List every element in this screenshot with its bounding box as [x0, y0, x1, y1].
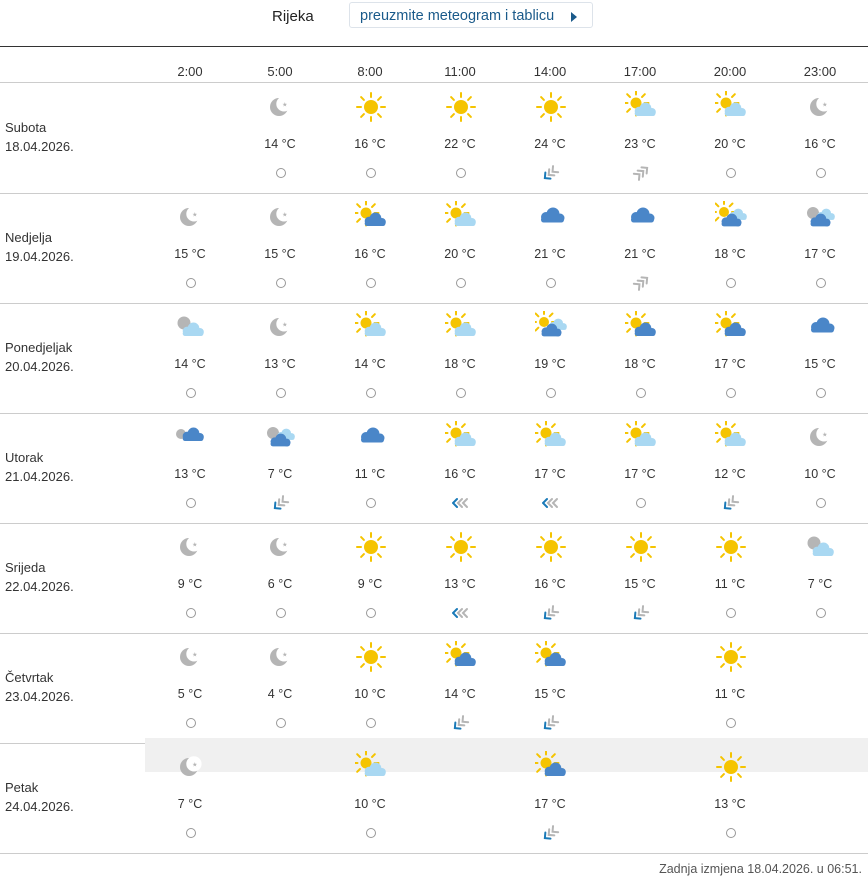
calm-wind-icon [362, 825, 380, 841]
day-row [0, 633, 868, 744]
temperature: 9 °C [177, 577, 203, 591]
day-row [0, 193, 868, 304]
sun-light-cloud-icon [355, 311, 387, 343]
download-meteogram-button[interactable] [349, 2, 593, 28]
temperature: 15 °C [624, 577, 656, 591]
temperature: 15 °C [264, 247, 296, 261]
calm-wind-icon [362, 715, 380, 731]
calm-wind-icon [812, 165, 830, 181]
forecast-cell[interactable] [415, 303, 505, 413]
day-row [0, 413, 868, 524]
svg-text:★: ★ [282, 321, 288, 329]
cloud-icon [535, 201, 567, 233]
sun-icon [535, 531, 567, 563]
day-name: Utorak [5, 450, 44, 465]
day-name: Petak [5, 780, 39, 795]
day-date: 21.04.2026. [5, 468, 74, 484]
forecast-cell[interactable] [325, 523, 415, 633]
svg-text:★: ★ [282, 101, 288, 109]
temperature: 18 °C [714, 247, 746, 261]
calm-wind-icon [722, 385, 740, 401]
moon-icon [265, 201, 297, 233]
forecast-cell[interactable] [685, 193, 775, 303]
forecast-cell[interactable] [685, 523, 775, 633]
moon-icon [805, 91, 837, 123]
forecast-cell[interactable] [145, 413, 235, 523]
caret-right-icon [571, 12, 577, 22]
forecast-cell[interactable] [595, 193, 685, 303]
temperature: 14 °C [354, 357, 386, 371]
calm-wind-icon [272, 385, 290, 401]
calm-wind-icon [272, 715, 290, 731]
day-label [5, 119, 74, 156]
time-header-3: 11:00 [444, 64, 476, 79]
calm-wind-icon [812, 495, 830, 511]
forecast-cell[interactable] [505, 523, 595, 633]
download-meteogram-label: preuzmite meteogram i tablicu [360, 8, 555, 24]
temperature: 24 °C [534, 137, 566, 151]
forecast-cell[interactable] [145, 193, 235, 303]
day-row [0, 83, 868, 194]
forecast-cell[interactable] [505, 413, 595, 523]
wind-blue-down-left-icon [272, 495, 290, 511]
sun-light-cloud-icon [715, 91, 747, 123]
day-date: 20.04.2026. [5, 358, 74, 374]
calm-wind-icon [452, 165, 470, 181]
wind-gray-up-right-icon [632, 275, 650, 291]
sun-icon [445, 531, 477, 563]
temperature: 20 °C [444, 247, 476, 261]
time-header-5: 17:00 [623, 64, 657, 79]
top-bar [0, 0, 868, 46]
temperature: 6 °C [267, 577, 293, 591]
sun-cloud-icon [535, 751, 567, 783]
moon-light-cloud-icon [175, 311, 207, 343]
day-name: Ponedjeljak [5, 340, 73, 355]
day-label [5, 669, 74, 706]
time-header-0: 2:00 [177, 64, 203, 79]
temperature: 21 °C [534, 247, 566, 261]
time-header-6: 20:00 [713, 64, 747, 79]
sun-icon [355, 531, 387, 563]
moon-icon [175, 201, 207, 233]
forecast-cell[interactable] [415, 83, 505, 193]
forecast-cell[interactable] [325, 413, 415, 523]
day-date: 24.04.2026. [5, 798, 74, 814]
forecast-cell[interactable] [775, 523, 865, 633]
calm-wind-icon [182, 275, 200, 291]
moon-light-cloud-icon [805, 531, 837, 563]
forecast-cell[interactable] [685, 413, 775, 523]
wind-blue-left-icon [452, 605, 470, 621]
calm-wind-icon [362, 605, 380, 621]
day-date: 23.04.2026. [5, 688, 74, 704]
day-row [0, 743, 868, 854]
time-header-4: 14:00 [533, 64, 567, 79]
day-label [5, 339, 74, 376]
cloud-icon [355, 421, 387, 453]
calm-wind-icon [182, 385, 200, 401]
calm-wind-icon [452, 275, 470, 291]
temperature: 17 °C [714, 357, 746, 371]
wind-blue-left-icon [452, 495, 470, 511]
wind-blue-down-left-icon [452, 715, 470, 731]
day-date: 19.04.2026. [5, 248, 74, 264]
temperature: 17 °C [534, 797, 566, 811]
forecast-cell[interactable] [235, 193, 325, 303]
forecast-cell[interactable] [325, 743, 415, 853]
wind-gray-up-right-icon [632, 165, 650, 181]
temperature: 17 °C [624, 467, 656, 481]
temperature: 13 °C [714, 797, 746, 811]
moon-icon [805, 421, 837, 453]
temperature: 10 °C [354, 797, 386, 811]
sun-cloud-icon [355, 201, 387, 233]
temperature: 17 °C [804, 247, 836, 261]
forecast-cell[interactable] [505, 83, 595, 193]
forecast-cell[interactable] [325, 83, 415, 193]
calm-wind-icon [722, 275, 740, 291]
day-label [5, 449, 74, 486]
temperature: 23 °C [624, 137, 656, 151]
forecast-cell[interactable] [145, 303, 235, 413]
forecast-cell[interactable] [145, 743, 235, 853]
wind-blue-down-left-icon [542, 715, 560, 731]
moon-clouds-icon [805, 201, 837, 233]
forecast-cell[interactable] [775, 193, 865, 303]
temperature: 7 °C [267, 467, 293, 481]
temperature: 11 °C [714, 577, 746, 591]
temperature: 11 °C [354, 467, 386, 481]
temperature: 12 °C [714, 467, 746, 481]
sun-icon [715, 751, 747, 783]
forecast-cell[interactable] [415, 633, 505, 743]
forecast-cell[interactable] [685, 743, 775, 853]
sun-light-cloud-icon [445, 201, 477, 233]
calm-wind-icon [722, 605, 740, 621]
temperature: 5 °C [177, 687, 203, 701]
temperature: 13 °C [264, 357, 296, 371]
temperature: 16 °C [444, 467, 476, 481]
forecast-cell[interactable] [325, 193, 415, 303]
svg-text:★: ★ [282, 211, 288, 219]
svg-text:★: ★ [282, 541, 288, 549]
calm-wind-icon [362, 495, 380, 511]
svg-text:★: ★ [282, 651, 288, 659]
last-updated-text: Zadnja izmjena 18.04.2026. u 06:51. [659, 862, 862, 876]
sun-light-cloud-icon [445, 311, 477, 343]
sun-cloud-icon [625, 311, 657, 343]
moon-icon [265, 91, 297, 123]
time-header-2: 8:00 [357, 64, 383, 79]
forecast-cell[interactable] [685, 633, 775, 743]
wind-blue-down-left-icon [542, 165, 560, 181]
forecast-cell[interactable] [235, 83, 325, 193]
temperature: 19 °C [534, 357, 566, 371]
temperature: 16 °C [354, 247, 386, 261]
calm-wind-icon [272, 605, 290, 621]
forecast-cell[interactable] [415, 523, 505, 633]
forecast-cell[interactable] [415, 413, 505, 523]
wind-blue-down-left-icon [722, 495, 740, 511]
temperature: 13 °C [444, 577, 476, 591]
forecast-cell[interactable] [595, 413, 685, 523]
temperature: 15 °C [174, 247, 206, 261]
forecast-cell[interactable] [145, 523, 235, 633]
sun-light-cloud-icon [625, 421, 657, 453]
sun-icon [715, 641, 747, 673]
wind-blue-left-icon [542, 495, 560, 511]
temperature: 7 °C [807, 577, 833, 591]
day-row [0, 303, 868, 414]
temperature: 15 °C [804, 357, 836, 371]
calm-wind-icon [362, 165, 380, 181]
svg-text:★: ★ [822, 431, 828, 439]
calm-wind-icon [722, 165, 740, 181]
calm-wind-icon [362, 275, 380, 291]
forecast-cell[interactable] [235, 633, 325, 743]
temperature: 20 °C [714, 137, 746, 151]
temperature: 9 °C [357, 577, 383, 591]
temperature: 10 °C [804, 467, 836, 481]
day-label [5, 229, 74, 266]
temperature: 21 °C [624, 247, 656, 261]
calm-wind-icon [182, 495, 200, 511]
svg-text:★: ★ [192, 761, 198, 769]
forecast-cell[interactable] [775, 83, 865, 193]
forecast-cell[interactable] [325, 633, 415, 743]
sun-icon [625, 531, 657, 563]
temperature: 22 °C [444, 137, 476, 151]
forecast-cell[interactable] [775, 303, 865, 413]
forecast-cell[interactable] [595, 523, 685, 633]
forecast-cell[interactable] [505, 633, 595, 743]
day-name: Četvrtak [5, 670, 54, 685]
cloud-icon [805, 311, 837, 343]
calm-wind-icon [182, 715, 200, 731]
temperature: 14 °C [174, 357, 206, 371]
day-name: Nedjelja [5, 230, 52, 245]
sun-light-cloud-icon [715, 421, 747, 453]
sun-icon [355, 641, 387, 673]
moon-icon [175, 531, 207, 563]
temperature: 13 °C [174, 467, 206, 481]
temperature: 16 °C [534, 577, 566, 591]
forecast-cell[interactable] [685, 303, 775, 413]
time-header-1: 5:00 [267, 64, 293, 79]
sun-icon [715, 531, 747, 563]
calm-wind-icon [812, 605, 830, 621]
calm-wind-icon [632, 495, 650, 511]
temperature: 16 °C [354, 137, 386, 151]
calm-wind-icon [542, 275, 560, 291]
day-label [5, 779, 74, 816]
temperature: 18 °C [444, 357, 476, 371]
calm-wind-icon [272, 275, 290, 291]
calm-wind-icon [182, 825, 200, 841]
forecast-cell[interactable] [415, 193, 505, 303]
calm-wind-icon [362, 385, 380, 401]
sun-cloud-icon [535, 641, 567, 673]
cloud-icon [625, 201, 657, 233]
sun-icon [355, 91, 387, 123]
day-row [0, 523, 868, 634]
calm-wind-icon [812, 275, 830, 291]
temperature: 17 °C [534, 467, 566, 481]
calm-wind-icon [722, 825, 740, 841]
moon-icon [175, 641, 207, 673]
forecast-cell[interactable] [235, 303, 325, 413]
forecast-cell[interactable] [235, 413, 325, 523]
moon-clouds-icon [265, 421, 297, 453]
forecast-cell[interactable] [595, 83, 685, 193]
day-date: 22.04.2026. [5, 578, 74, 594]
moon-icon [175, 751, 207, 783]
moon-icon [265, 641, 297, 673]
wind-blue-down-left-icon [542, 825, 560, 841]
wind-blue-down-left-icon [632, 605, 650, 621]
forecast-cell[interactable] [235, 523, 325, 633]
temperature: 11 °C [714, 687, 746, 701]
svg-text:★: ★ [192, 541, 198, 549]
time-header-row [0, 64, 868, 82]
day-name: Subota [5, 120, 47, 135]
sun-icon [535, 91, 567, 123]
temperature: 7 °C [177, 797, 203, 811]
svg-text:★: ★ [822, 101, 828, 109]
forecast-cell[interactable] [325, 303, 415, 413]
svg-text:★: ★ [192, 211, 198, 219]
forecast-cell[interactable] [775, 413, 865, 523]
forecast-cell[interactable] [505, 303, 595, 413]
forecast-cell[interactable] [505, 193, 595, 303]
sun-light-cloud-icon [445, 421, 477, 453]
forecast-cell[interactable] [145, 633, 235, 743]
time-header-7: 23:00 [803, 64, 837, 79]
forecast-cell[interactable] [685, 83, 775, 193]
day-name: Srijeda [5, 560, 46, 575]
forecast-cell[interactable] [595, 303, 685, 413]
temperature: 15 °C [534, 687, 566, 701]
day-date: 18.04.2026. [5, 138, 74, 154]
calm-wind-icon [182, 605, 200, 621]
day-label [5, 559, 74, 596]
temperature: 14 °C [264, 137, 296, 151]
calm-wind-icon [272, 165, 290, 181]
sun-light-cloud-icon [355, 751, 387, 783]
forecast-cell[interactable] [505, 743, 595, 853]
top-divider [0, 46, 868, 47]
temperature: 16 °C [804, 137, 836, 151]
moon-icon [265, 531, 297, 563]
calm-wind-icon [542, 385, 560, 401]
sun-light-cloud-icon [535, 421, 567, 453]
calm-wind-icon [452, 385, 470, 401]
moon-icon [265, 311, 297, 343]
sun-icon [445, 91, 477, 123]
sun-light-cloud-icon [625, 91, 657, 123]
sun-two-clouds-icon [535, 311, 567, 343]
moon-rain-icon [175, 421, 207, 453]
svg-text:★: ★ [192, 651, 198, 659]
sun-cloud-icon [715, 311, 747, 343]
temperature: 14 °C [444, 687, 476, 701]
temperature: 18 °C [624, 357, 656, 371]
temperature: 10 °C [354, 687, 386, 701]
temperature: 4 °C [267, 687, 293, 701]
wind-blue-down-left-icon [542, 605, 560, 621]
calm-wind-icon [632, 385, 650, 401]
calm-wind-icon [722, 715, 740, 731]
sun-cloud-icon [445, 641, 477, 673]
city-name: Rijeka [272, 8, 314, 25]
sun-two-clouds-icon [715, 201, 747, 233]
calm-wind-icon [812, 385, 830, 401]
